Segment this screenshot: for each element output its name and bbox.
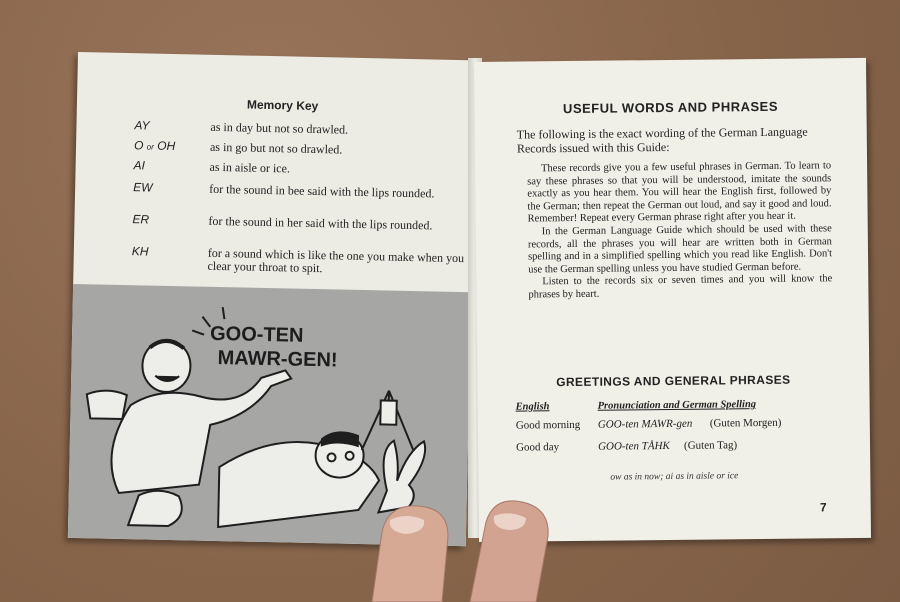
key-symbol: ER	[132, 212, 150, 227]
intro-text: The following is the exact wording of the German Language Records issued with this Guide:	[516, 124, 808, 156]
phrase-pronunciation: GOO-ten MAWR-gen	[597, 417, 693, 431]
phrase-english: Good morning	[515, 418, 581, 432]
phrase-pronunciation: GOO-ten TÅHK	[597, 439, 670, 453]
key-symbol: AI	[133, 158, 146, 173]
cartoon-illustration	[68, 284, 471, 546]
phrase-english: Good day	[515, 441, 560, 454]
key-description: for the sound in her said with the lips rounded.	[208, 213, 433, 233]
memory-key-row	[131, 244, 472, 276]
key-description: as in go but not so drawled.	[209, 139, 343, 157]
speech-goo-ten: GOO-TEN	[209, 322, 304, 347]
records-instructions	[527, 160, 832, 302]
left-page	[68, 52, 476, 546]
instruction-paragraph: Listen to the records six or seven times and you will know the phrases by heart.	[528, 273, 833, 301]
key-description: as in aisle or ice.	[209, 159, 291, 176]
pronunciation-note: ow as in now; ai as in aisle or ice	[610, 471, 739, 483]
instruction-paragraph: These records give you a few useful phrases in German. To learn to say these phrases so that you will be understood, imitate the sounds exactly as you hear them. You will hear the English first, followed by the German; then repeat the German out loud, and say it good and loud. Remember! Repeat every German phrase right after you hear it.	[527, 160, 832, 225]
key-description: as in day but not so drawled.	[210, 119, 349, 137]
key-symbol: EW	[133, 180, 153, 195]
key-symbol: AY	[134, 118, 150, 133]
key-symbol-or: or	[146, 142, 154, 152]
memory-key-row	[133, 158, 474, 176]
page-number: 7	[819, 500, 827, 515]
phrase-german: (Guten Morgen)	[709, 416, 782, 430]
right-page	[474, 58, 871, 542]
speech-mawr-gen: MAWR-GEN!	[217, 346, 338, 372]
memory-key-row	[133, 180, 473, 201]
key-symbol-oh: OH	[157, 138, 176, 154]
subsection-title: GREETINGS AND GENERAL PHRASES	[556, 372, 791, 390]
key-symbol	[134, 139, 175, 154]
key-symbol-o: O	[133, 138, 144, 153]
section-title: USEFUL WORDS AND PHRASES	[562, 98, 779, 117]
instruction-paragraph: In the German Language Guide which should be used with these records, all the phrases you will hear are written both in German spelling and in a simplified spelling which you read like English. Don't use the German spelling unless you have studied German before.	[527, 223, 833, 276]
memory-key-row	[132, 212, 473, 233]
memory-key-row	[134, 118, 475, 137]
key-symbol: KH	[131, 244, 149, 259]
column-header-pronunciation: Pronunciation and German Spelling	[597, 399, 757, 412]
memory-key-title: Memory Key	[246, 97, 319, 114]
key-description: for the sound in bee said with the lips rounded.	[209, 181, 435, 201]
memory-key-row	[133, 138, 474, 157]
column-header-english: English	[515, 401, 550, 413]
phrase-german: (Guten Tag)	[683, 439, 738, 452]
key-description: for a sound which is like the one you make when you clear your throat to spit.	[207, 245, 465, 276]
open-booklet	[70, 48, 870, 548]
